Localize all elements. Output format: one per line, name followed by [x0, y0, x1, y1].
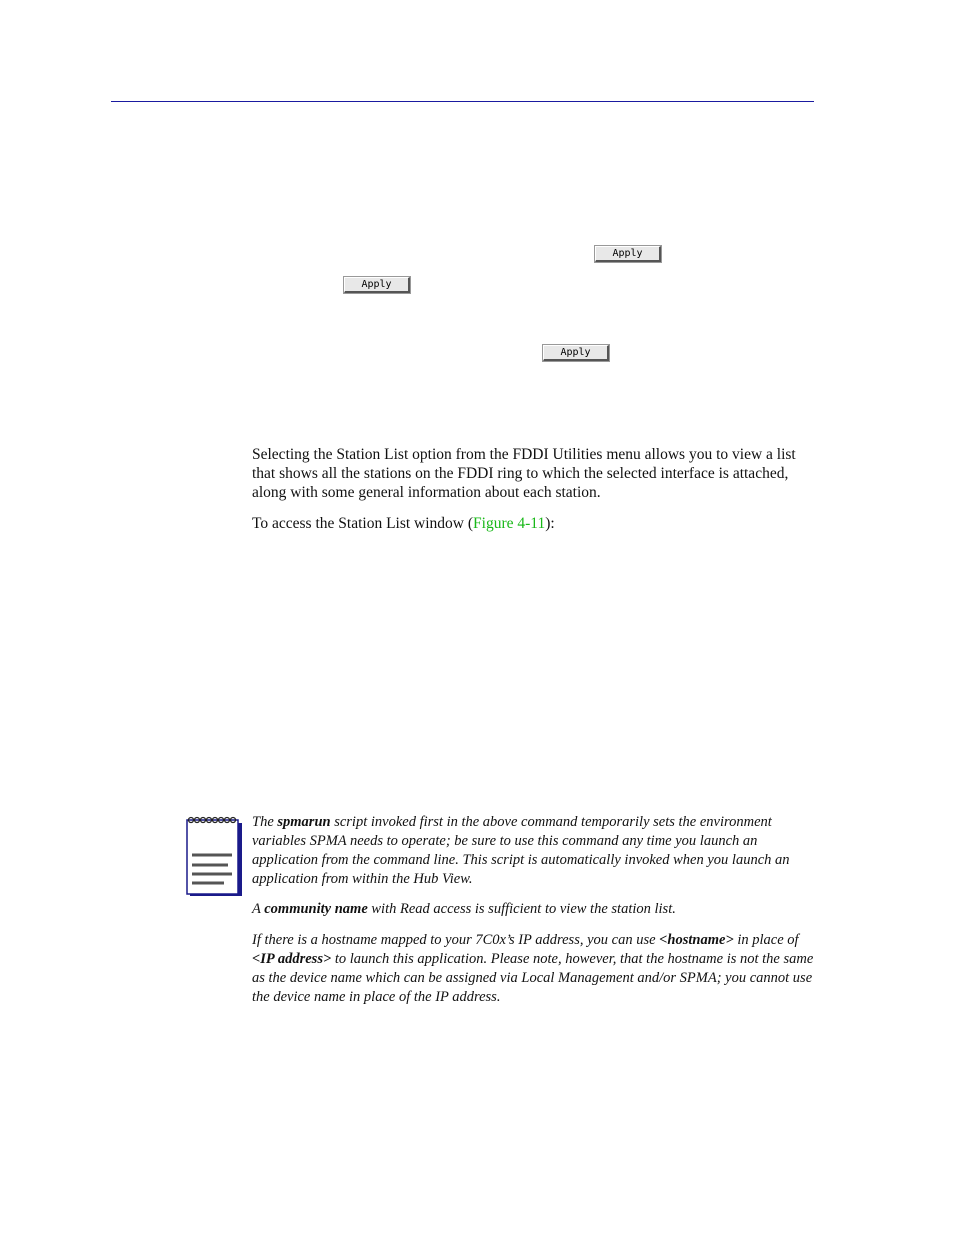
- text-span: to launch this application. Please note, however, that the hostname is not the same as the device name which can be assigned via Local Management and/or SPMA; you cannot use the device name in place of the IP address.: [252, 951, 814, 1005]
- note-paragraph-community: [252, 900, 818, 919]
- note-paragraph-hostname: [252, 931, 818, 1007]
- header-rule: [111, 101, 814, 102]
- figure-link[interactable]: Figure 4-11: [473, 515, 546, 532]
- text-span: script invoked first in the above command temporarily sets the environment variables SPMA needs to operate; be sure to use this command any time you launch an application from the command line. This script is automatically invoked when you launch an application from within the Hub View.: [252, 814, 790, 887]
- access-instruction-paragraph: [252, 514, 818, 533]
- bold-term: <IP address>: [252, 951, 332, 967]
- text-span: with Read access is sufficient to view the station list.: [367, 901, 676, 917]
- text-span: If there is a hostname mapped to your 7C0x’s IP address, you can use: [252, 932, 660, 948]
- bold-term: community name: [264, 901, 368, 917]
- station-list-intro-paragraph: Selecting the Station List option from the FDDI Utilities menu allows you to view a list that shows all the stations on the FDDI ring to which the selected interface is attached, along with some general information about each station.: [252, 446, 796, 501]
- text-span: A: [252, 901, 265, 917]
- text-span: ):: [545, 515, 555, 532]
- apply-button[interactable]: Apply: [543, 345, 609, 361]
- notepad-icon: [184, 814, 244, 898]
- text-span: in place of: [733, 932, 799, 948]
- apply-button[interactable]: Apply: [595, 246, 661, 262]
- text-span: The: [252, 814, 278, 830]
- note-paragraph-spmarun: [252, 813, 818, 889]
- bold-term: <hostname>: [659, 932, 734, 948]
- text-span: To access the Station List window (: [252, 515, 474, 532]
- apply-button[interactable]: Apply: [344, 277, 410, 293]
- bold-term: spmarun: [277, 814, 331, 830]
